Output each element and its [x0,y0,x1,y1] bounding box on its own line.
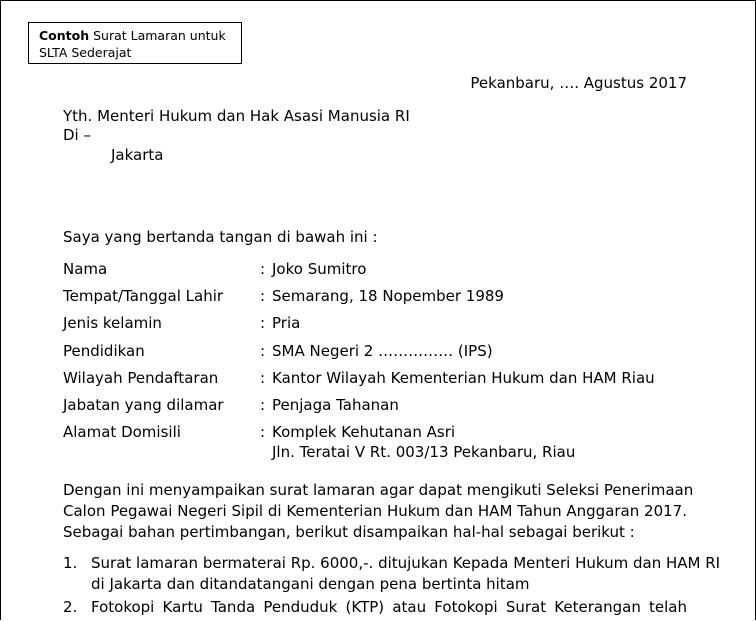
example-label-box [28,22,242,64]
field-value-line2: Jln. Teratai V Rt. 003/13 Pekanbaru, Riau [272,443,576,461]
field-colon: : [260,423,266,441]
field-key: Tempat/Tanggal Lahir [63,287,224,305]
field-row-address-2 [63,442,703,462]
field-value: Pria [272,314,301,332]
list-item-number: 1. [63,554,78,572]
label-bold: Contoh [39,28,90,43]
field-row-region [63,368,703,388]
recipient-city: Jakarta [111,146,164,164]
field-value: Kantor Wilayah Kementerian Hukum dan HAM Riau [272,369,655,387]
field-value: Komplek Kehutanan Asri [272,423,456,441]
field-value: Joko Sumitro [272,260,367,278]
list-item-line: di Jakarta dan ditandatangani dengan pena bertinta hitam [91,575,530,593]
recipient-line1: Yth. Menteri Hukum dan Hak Asasi Manusia RI [63,107,410,125]
field-key: Jenis kelamin [63,314,162,332]
paragraph-line: Calon Pegawai Negeri Sipil di Kementerian Hukum dan HAM Tahun Anggaran 2017. [63,502,687,520]
field-key: Wilayah Pendaftaran [63,369,219,387]
field-row-education [63,341,703,361]
paragraph-line: Dengan ini menyampaikan surat lamaran agar dapat mengikuti Seleksi Penerimaan [63,481,694,499]
field-colon: : [260,314,266,332]
field-key: Pendidikan [63,342,145,360]
field-row-address [63,422,703,442]
recipient-line2: Di – [63,126,91,144]
field-value: Penjaga Tahanan [272,396,399,414]
field-key: Alamat Domisili [63,423,181,441]
field-row-name [63,259,703,279]
label-line2: SLTA Sederajat [39,45,132,60]
list-item-number: 2. [63,598,78,616]
field-key: Nama [63,260,108,278]
field-colon: : [260,287,266,305]
field-row-gender [63,313,703,333]
intro-text: Saya yang bertanda tangan di bawah ini : [63,228,378,246]
paragraph-line: Sebagai bahan pertimbangan, berikut disampaikan hal-hal sebagai berikut : [63,523,635,541]
field-key: Jabatan yang dilamar [63,396,224,414]
letter-date: Pekanbaru, …. Agustus 2017 [470,74,687,92]
field-row-position [63,395,703,415]
list-item-line: Surat lamaran bermaterai Rp. 6000,-. ditujukan Kepada Menteri Hukum dan HAM RI [91,554,721,572]
body-paragraph [63,480,694,543]
label-rest: Surat Lamaran untuk [89,28,226,43]
list-item-line: Fotokopi Kartu Tanda Penduduk (KTP) atau Fotokopi Surat Keterangan telah [91,598,687,616]
field-row-birth [63,286,703,306]
field-colon: : [260,369,266,387]
field-value: Semarang, 18 Nopember 1989 [272,287,504,305]
field-value: SMA Negeri 2 …………… (IPS) [272,342,493,360]
field-colon: : [260,260,266,278]
field-colon: : [260,396,266,414]
field-colon: : [260,342,266,360]
